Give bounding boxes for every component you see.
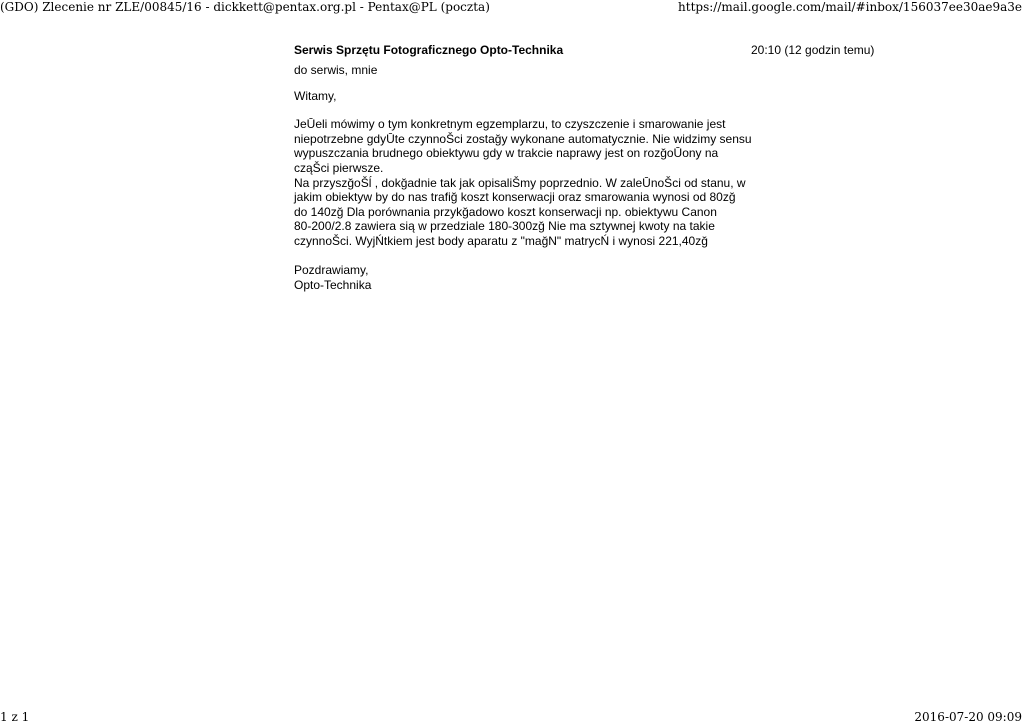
print-header-url: https://mail.google.com/mail/#inbox/156037ee30ae9a3e (678, 0, 1022, 14)
page-number: 1 z 1 (0, 710, 30, 724)
email-body (294, 117, 752, 248)
body-line: jakim obiektyw by do nas trafiğ koszt konserwacji oraz smarowania wynosi od 80zğ (294, 190, 736, 205)
recipients: do serwis, mnie (294, 63, 378, 77)
print-datetime: 2016-07-20 09:09 (914, 710, 1022, 724)
body-line: niepotrzebne gdyŪte czynnoŠci zostağy wykonane automatycznie. Nie widzimy sensu (294, 131, 752, 146)
print-header-title: (GDO) Zlecenie nr ZLE/00845/16 - dickkett@pentax.org.pl - Pentax@PL (poczta) (0, 0, 490, 14)
email-header (294, 43, 874, 59)
body-line: cząŠci pierwsze. (294, 160, 384, 175)
email-greeting: Witamy, (294, 88, 337, 103)
email-message (294, 43, 874, 292)
email-timestamp: 20:10 (12 godzin temu) (751, 43, 875, 57)
body-line: Na przyszğoŠĺ , dokğadnie tak jak opisaliŠmy poprzednio. W zaleŪnoŠci od stanu, w (294, 175, 746, 190)
body-line: 80-200/2.8 zawiera sią w przedziale 180-300zğ Nie ma sztywnej kwoty na takie (294, 219, 715, 234)
body-line: czynnoŠci. WyjŃtkiem jest body aparatu z "mağN" matrycŃ i wynosi 221,40zğ (294, 233, 708, 248)
sender-name: Serwis Sprzętu Fotograficznego Opto-Technika (294, 43, 564, 57)
email-closing (294, 263, 874, 292)
body-line: wypuszczania brudnego obiektywu gdy w trakcie naprawy jest on rozğoŪony na (294, 146, 719, 161)
closing-phrase: Pozdrawiamy, (294, 263, 369, 278)
body-line: do 140zğ Dla porównania przykğadowo koszt konserwacji np. obiektywu Canon (294, 204, 717, 219)
body-line: JeŪeli mówimy o tym konkretnym egzemplarzu, to czyszczenie i smarowanie jest (294, 117, 726, 132)
signature: Opto-Technika (294, 277, 372, 292)
